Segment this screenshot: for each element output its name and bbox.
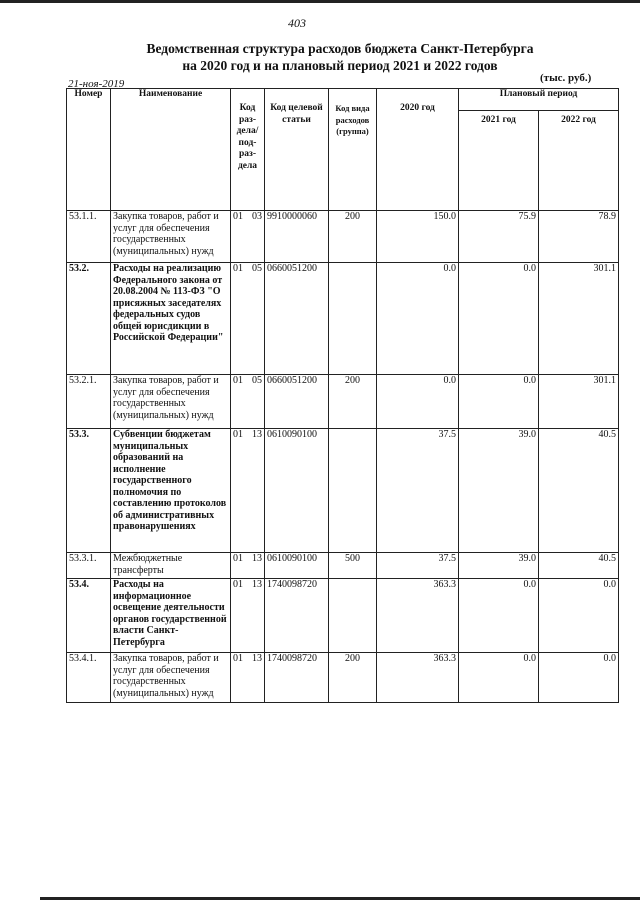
row-number: 53.1.1. bbox=[67, 211, 111, 263]
row-amount-2020: 150.0 bbox=[377, 211, 459, 263]
row-amount-2020: 0.0 bbox=[377, 263, 459, 375]
row-expense-type: 200 bbox=[329, 211, 377, 263]
row-amount-2022: 0.0 bbox=[539, 579, 619, 653]
row-section-code: 01 bbox=[233, 211, 243, 222]
row-subsection-code: 05 bbox=[252, 375, 262, 386]
row-name: Расходы на реализацию Федерального закона от 20.08.2004 № 113-ФЗ "О присяжных заседателях федеральных судов общей юрисдикции в Российской Федерации" bbox=[111, 263, 231, 375]
table-row bbox=[67, 263, 619, 375]
page-number: 403 bbox=[288, 16, 306, 30]
row-amount-2022: 40.5 bbox=[539, 553, 619, 579]
row-target-code: 0660051200 bbox=[265, 375, 329, 429]
row-name: Субвенции бюджетам муниципальных образований на исполнение государственного полномочия по составлению протоколов об административных правонарушениях bbox=[111, 429, 231, 553]
row-razdel bbox=[231, 653, 265, 703]
row-amount-2020: 0.0 bbox=[377, 375, 459, 429]
row-amount-2022: 301.1 bbox=[539, 263, 619, 375]
header-number: Номер bbox=[67, 89, 111, 211]
row-amount-2022: 0.0 bbox=[539, 653, 619, 703]
row-amount-2022: 78.9 bbox=[539, 211, 619, 263]
row-name: Межбюджетные трансферты bbox=[111, 553, 231, 579]
row-expense-type: 200 bbox=[329, 375, 377, 429]
row-subsection-code: 05 bbox=[252, 263, 262, 274]
row-name: Закупка товаров, работ и услуг для обеспечения государственных (муниципальных) нужд bbox=[111, 211, 231, 263]
row-target-code: 9910000060 bbox=[265, 211, 329, 263]
row-amount-2022: 40.5 bbox=[539, 429, 619, 553]
row-subsection-code: 13 bbox=[252, 579, 262, 590]
table-row bbox=[67, 579, 619, 653]
row-number: 53.3.1. bbox=[67, 553, 111, 579]
row-amount-2020: 37.5 bbox=[377, 429, 459, 553]
title-line-2: на 2020 год и на плановый период 2021 и 2022 годов bbox=[182, 58, 498, 73]
table-row bbox=[67, 429, 619, 553]
row-section-code: 01 bbox=[233, 653, 243, 664]
row-number: 53.4.1. bbox=[67, 653, 111, 703]
header-name: Наименование bbox=[111, 89, 231, 211]
row-number: 53.4. bbox=[67, 579, 111, 653]
row-amount-2020: 363.3 bbox=[377, 653, 459, 703]
row-amount-2021: 0.0 bbox=[459, 579, 539, 653]
row-amount-2021: 39.0 bbox=[459, 429, 539, 553]
header-planned-period: Плановый период bbox=[459, 89, 619, 111]
row-subsection-code: 13 bbox=[252, 653, 262, 664]
row-number: 53.2. bbox=[67, 263, 111, 375]
budget-table bbox=[66, 88, 619, 703]
header-2020: 2020 год bbox=[377, 89, 459, 211]
row-section-code: 01 bbox=[233, 579, 243, 590]
row-expense-type: 500 bbox=[329, 553, 377, 579]
row-name: Закупка товаров, работ и услуг для обеспечения государственных (муниципальных) нужд bbox=[111, 653, 231, 703]
row-subsection-code: 03 bbox=[252, 211, 262, 222]
row-target-code: 1740098720 bbox=[265, 579, 329, 653]
row-section-code: 01 bbox=[233, 263, 243, 274]
row-amount-2022: 301.1 bbox=[539, 375, 619, 429]
table-row bbox=[67, 375, 619, 429]
row-amount-2021: 39.0 bbox=[459, 553, 539, 579]
header-razdel: Код раз-дела/ под-раз-дела bbox=[231, 89, 265, 211]
row-section-code: 01 bbox=[233, 553, 243, 564]
units-label: (тыс. руб.) bbox=[540, 72, 592, 84]
row-amount-2020: 363.3 bbox=[377, 579, 459, 653]
row-subsection-code: 13 bbox=[252, 429, 262, 440]
row-razdel bbox=[231, 375, 265, 429]
row-subsection-code: 13 bbox=[252, 553, 262, 564]
row-razdel bbox=[231, 553, 265, 579]
row-expense-type: 200 bbox=[329, 653, 377, 703]
row-number: 53.2.1. bbox=[67, 375, 111, 429]
header-2022: 2022 год bbox=[539, 111, 619, 211]
row-expense-type bbox=[329, 263, 377, 375]
header-target-code: Код целевой статьи bbox=[265, 89, 329, 211]
table-row bbox=[67, 553, 619, 579]
row-amount-2020: 37.5 bbox=[377, 553, 459, 579]
row-razdel bbox=[231, 211, 265, 263]
row-target-code: 0610090100 bbox=[265, 429, 329, 553]
row-section-code: 01 bbox=[233, 375, 243, 386]
row-razdel bbox=[231, 579, 265, 653]
row-number: 53.3. bbox=[67, 429, 111, 553]
row-amount-2021: 0.0 bbox=[459, 375, 539, 429]
row-amount-2021: 75.9 bbox=[459, 211, 539, 263]
table-row bbox=[67, 653, 619, 703]
row-amount-2021: 0.0 bbox=[459, 653, 539, 703]
document-title bbox=[100, 40, 580, 74]
header-2021: 2021 год bbox=[459, 111, 539, 211]
table-row bbox=[67, 211, 619, 263]
title-line-1: Ведомственная структура расходов бюджета Санкт-Петербурга bbox=[146, 41, 534, 56]
row-expense-type bbox=[329, 429, 377, 553]
row-target-code: 1740098720 bbox=[265, 653, 329, 703]
header-expense-type: Код вида расходов (группа) bbox=[329, 89, 377, 211]
row-target-code: 0610090100 bbox=[265, 553, 329, 579]
bottom-rule bbox=[40, 897, 640, 900]
row-name: Закупка товаров, работ и услуг для обеспечения государственных (муниципальных) нужд bbox=[111, 375, 231, 429]
row-expense-type bbox=[329, 579, 377, 653]
row-amount-2021: 0.0 bbox=[459, 263, 539, 375]
top-rule bbox=[0, 0, 640, 3]
row-name: Расходы на информационное освещение деятельности органов государственной власти Санкт-Петербурга bbox=[111, 579, 231, 653]
row-razdel bbox=[231, 263, 265, 375]
row-razdel bbox=[231, 429, 265, 553]
row-target-code: 0660051200 bbox=[265, 263, 329, 375]
row-section-code: 01 bbox=[233, 429, 243, 440]
document-date: 21-ноя-2019 bbox=[68, 78, 125, 90]
